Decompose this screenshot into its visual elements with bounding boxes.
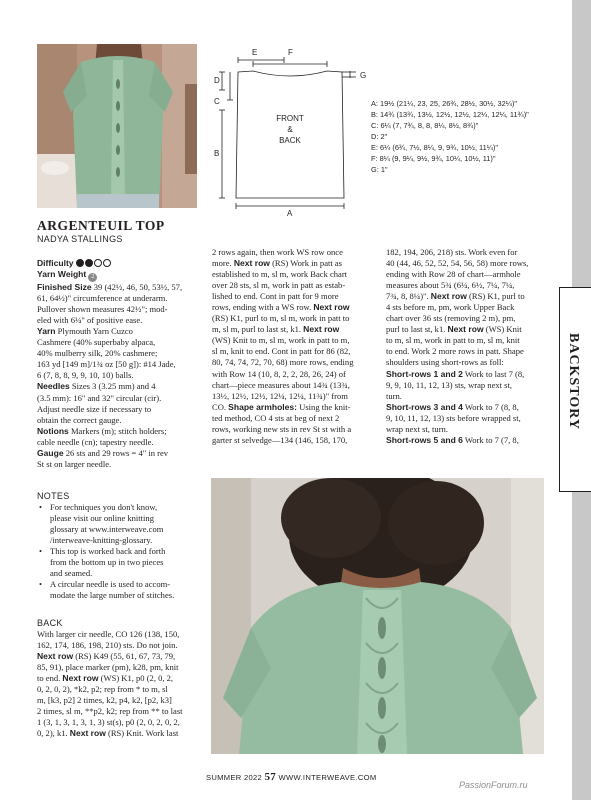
pattern-title: ARGENTEUIL TOP	[37, 218, 165, 233]
measurement-d: D: 2"	[371, 132, 388, 142]
yarn-weight-line: Yarn Weight 2	[37, 269, 207, 282]
schematic-label-a: A	[287, 209, 293, 218]
skein-empty-icon	[103, 259, 111, 267]
back-heading: BACK	[37, 618, 63, 628]
skein-empty-icon	[94, 259, 102, 267]
skein-filled-icon	[76, 259, 84, 267]
measurement-e: E: 6¼ (6¾, 7½, 8¼, 9, 9¾, 10½, 11¼)"	[371, 143, 498, 153]
designer-name: NADYA STALLINGS	[37, 234, 123, 244]
notes-heading: NOTES	[37, 491, 70, 501]
measurements-list	[371, 98, 529, 175]
schematic-label-b: B	[214, 149, 220, 158]
schematic-label-c: C	[214, 97, 220, 106]
notions-spec: Notions Markers (m); stitch holders; cable needle (cn); tapestry needle.	[37, 425, 167, 447]
instructions-col-2: 2 rows again, then work WS row once more. Next row (RS) Work in patt as established to m, sl m, work Back chart over 28 sts, sl m, work in patt as estab- lished to end. Cont in patt for 9 more rows, ending with a WS row. Next row (RS) K1, purl to m, sl m, work in patt to m, sl m, purl to last st, k1. Next row (WS) Knit to m, sl m, work in patt to m, sl m, knit to end. Cont in patt for 86 (82, 80, 74, 74, 72, 70, 68) more rows, ending with Row 14 (10, 8, 2, 2, 28, 26, 24) of chart—piece measures about 14¾ (13¾, 13½, 12½, 12½, 12¼, 12¼, 11¾)" from CO. Shape armholes: Using the knit- ted method, CO 4 sts at beg of next 2 rows, working new sts in rev St st with a garter st selvedge—134 (146, 158, 170,	[212, 247, 354, 445]
photo-back-view	[37, 44, 197, 208]
note-item: • A circular needle is used to accom- modate the large number of stitches.	[37, 579, 207, 601]
specs-block	[37, 258, 207, 470]
measurement-f: F: 8¼ (9, 9¼, 9½, 9¾, 10¼, 10½, 11)"	[371, 154, 496, 164]
schematic-center-front: FRONT	[276, 114, 304, 123]
schematic-center-amp: &	[287, 125, 293, 134]
page-number: 57	[264, 771, 277, 783]
schematic-label-d: D	[214, 76, 220, 85]
measurement-c: C: 6¼ (7, 7¾, 8, 8, 8¼, 8½, 8¾)"	[371, 121, 479, 131]
backstory-tab[interactable]	[559, 287, 591, 492]
measurement-g: G: 1"	[371, 165, 388, 175]
schematic-label-g: G	[360, 71, 367, 80]
finished-size: Finished Size 39 (42½, 46, 50, 53½, 57, 61, 64½)" circumference at underarm. Pullover shown measures 42½"; mod- eled with 6¼" of positive ease.	[37, 282, 183, 326]
skein-filled-icon	[85, 259, 93, 267]
backstory-tab-label: BACKSTORY	[566, 333, 581, 430]
instructions-col-3: 182, 194, 206, 218) sts. Work even for 40 (44, 46, 52, 52, 54, 56, 58) more rows, ending with Row 28 of chart—armhole measures about 5¾ (6¼, 6½, 7¼, 7¼, 7¾, 8, 8¼)". Next row (RS) K1, purl to 4 sts before m, pm, work Upper Back chart over 36 sts (removing 2 m), pm, purl to last st, k1. Next row (WS) Knit to m, sl m, work in patt to m, sl m, knit to end. Work 2 more rows in patt. Shape shoulders using short-rows as foll: Short-rows 1 and 2 Work to last 7 (8, 9, 9, 10, 11, 12, 13) sts, wrap next st, turn. Short-rows 3 and 4 Work to 7 (8, 8, 9, 10, 11, 12, 13) sts before wrapped st, wrap next st, turn. Short-rows 5 and 6 Work to 7 (7, 8,	[386, 247, 529, 445]
needles-spec: Needles Sizes 3 (3.25 mm) and 4 (3.5 mm): 16" and 32" circular (cir). Adjust needle size if necessary to obtain the correct gauge.	[37, 381, 162, 425]
yarn-weight-icon: 2	[88, 273, 97, 282]
page-footer	[206, 771, 376, 783]
measurement-a: A: 19½ (21¼, 23, 25, 26¾, 28½, 30½, 32¼)"	[371, 99, 518, 108]
measurement-b: B: 14¾ (13¾, 13½, 12½, 12½, 12¼, 12¼, 11¾)"	[371, 110, 529, 120]
schematic-center-back: BACK	[279, 136, 301, 145]
gauge-spec: Gauge 26 sts and 29 rows = 4" in rev St st on larger needle.	[37, 447, 169, 469]
back-instructions: With larger cir needle, CO 126 (138, 150, 162, 174, 186, 198, 210) sts. Do not join. Next row (RS) K49 (55, 61, 67, 73, 79, 85, 91), place marker (pm), k28, pm, knit to end. Next row (WS) K1, p0 (2, 0, 2, 0, 2, 0, 2), *k2, p2; rep from * to m, sl m, [k3, p2] 2 times, k2, p4, k2, [p2, k3] 2 times, sl m, **p2, k2; rep from ** to last 1 (3, 1, 3, 1, 3, 1, 3) st(s), p0 (2, 0, 2, 0, 2, 0, 2), k1. Next row (RS) Knit. Work last	[37, 629, 183, 739]
schematic-label-e: E	[252, 48, 258, 57]
schematic-label-f: F	[288, 48, 293, 57]
photo-back-detail	[211, 478, 544, 754]
note-item: • For techniques you don't know, please visit our online knitting glossary at www.interweave.com /interweave-knitting-glossary.	[37, 502, 207, 546]
watermark: PassionForum.ru	[459, 780, 528, 790]
back-section	[37, 618, 209, 740]
footer-issue: SUMMER 2022	[206, 773, 263, 782]
schematic-diagram	[210, 44, 370, 220]
notes-block	[37, 491, 207, 601]
yarn-spec: Yarn Plymouth Yarn Cuzco Cashmere (40% superbaby alpaca, 40% mulberry silk, 20% cashmere; 163 yd [149 m]/1¾ oz [50 g]): #14 Jade, 6 (7, 8, 8, 9, 9, 10, 10) balls.	[37, 326, 176, 381]
note-item: • This top is worked back and forth from the bottom up in two pieces and seamed.	[37, 546, 207, 579]
skein-icons	[76, 258, 112, 268]
footer-site: WWW.INTERWEAVE.COM	[278, 773, 377, 782]
difficulty-line: Difficulty	[37, 258, 207, 269]
